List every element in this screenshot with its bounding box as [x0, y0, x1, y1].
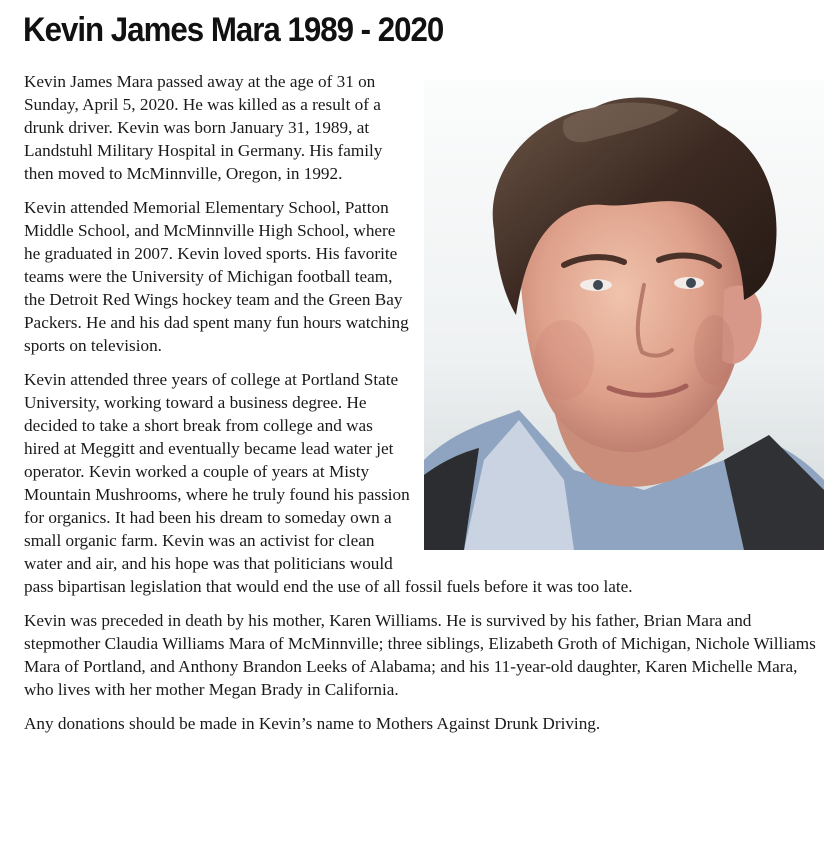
- obituary-article: [24, 70, 824, 746]
- portrait-photo: [424, 80, 824, 550]
- paragraph-career: Kevin attended three years of college at Portland State University, working toward a business degree. He decided to take a short break from college and was hired at Meggitt and eventually became lead water jet operator. Kevin worked a couple of years at Misty Mountain Mushrooms, where he truly found his passion for organics. It had been his dream to someday own a small organic farm. Kevin was an activist for clean water and air, and his hope was that politicians would pass bipartisan legislation that would end the use of all fossil fuels before it was too late.: [24, 370, 633, 596]
- paragraph-family: Kevin was preceded in death by his mother, Karen Williams. He is survived by his father, Brian Mara and stepmother Claudia Williams Mara of McMinnville; three siblings, Elizabeth Groth of Michigan, Nichole Williams Mara of Portland, and Anthony Brandon Leeks of Alabama; and his 11-year-old daughter, Karen Michelle Mara, who lives with her mother Megan Brady in California.: [24, 611, 816, 699]
- portrait-illustration: [424, 80, 824, 550]
- paragraph-intro: Kevin James Mara passed away at the age of 31 on Sunday, April 5, 2020. He was killed as a result of a drunk driver. Kevin was born January 31, 1989, at Landstuhl Military Hospital in Germany. His family then moved to McMinnville, Oregon, in 1992.: [24, 72, 383, 183]
- paragraph-donations: Any donations should be made in Kevin’s name to Mothers Against Drunk Driving.: [24, 714, 601, 733]
- paragraph-education: Kevin attended Memorial Elementary School, Patton Middle School, and McMinnville High School, where he graduated in 2007. Kevin loved sports. His favorite teams were the University of Michigan football team, the Detroit Red Wings hockey team and the Green Bay Packers. He and his dad spent many fun hours watching sports on television.: [24, 198, 409, 355]
- page-title: Kevin James Mara 1989 - 2020: [23, 11, 444, 49]
